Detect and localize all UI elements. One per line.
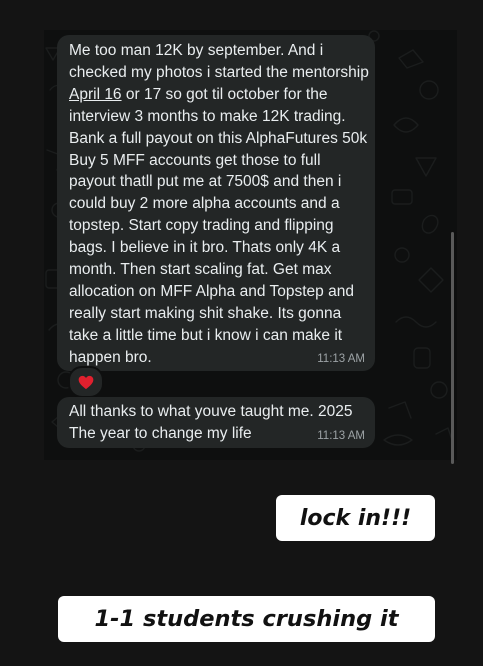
lock-in-sticker: lock in!!! <box>276 495 435 541</box>
message-bubble[interactable] <box>57 35 375 371</box>
message-text: All thanks to what youve taught me. 2025 The year to change my life <box>69 403 353 442</box>
message-text <box>69 40 369 369</box>
message-timestamp: 11:13 AM <box>317 430 365 442</box>
date-link[interactable]: April 16 <box>69 85 122 103</box>
chat-scrollbar[interactable] <box>451 232 454 464</box>
heart-icon <box>78 375 94 390</box>
message-text-part-2: or 17 so got til october for the interview 3 months to make 12K trading. Bank a full payout on this AlphaFutures 50k Buy 5 MFF accounts get those to full payout thatll put me at 7500$ and then i could buy 2 more alpha accounts and a topstep. Start copy trading and flipping bags. I believe in it bro. Thats only 4K a month. Then start scaling fat. Get max allocation on MFF Alpha and Topstep and really start making shit shake. Its gonna take a little time but i know i can make it happen bro. <box>69 85 368 366</box>
message-bubble[interactable] <box>57 397 375 448</box>
students-caption-sticker: 1-1 students crushing it <box>58 596 435 642</box>
heart-reaction[interactable] <box>68 366 104 398</box>
message-timestamp: 11:13 AM <box>317 353 365 365</box>
message-text-part-1: Me too man 12K by september. And i checked my photos i started the mentorship <box>69 42 369 81</box>
